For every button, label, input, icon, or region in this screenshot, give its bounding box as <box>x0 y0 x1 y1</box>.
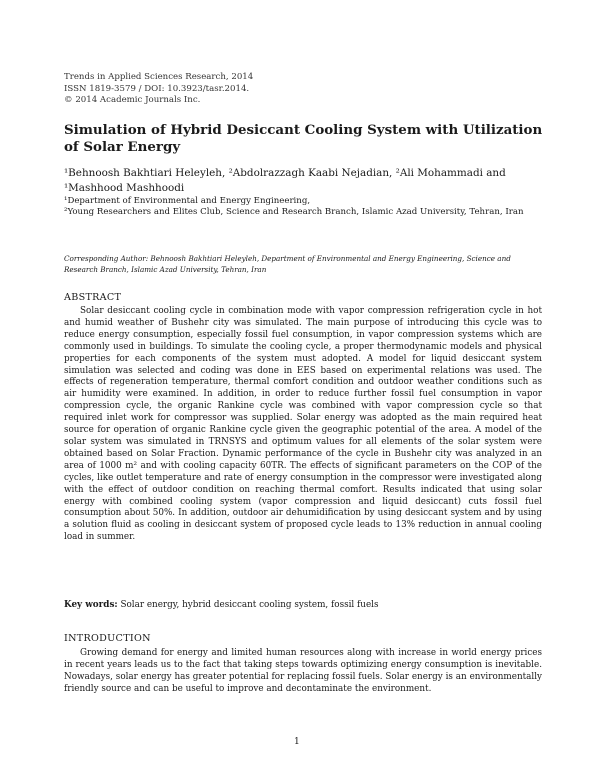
journal-copyright: © 2014 Academic Journals Inc. <box>64 95 201 106</box>
journal-header <box>64 72 253 107</box>
journal-issn-doi: ISSN 1819-3579 / DOI: 10.3923/tasr.2014. <box>64 83 250 94</box>
page-number: 1 <box>294 737 300 747</box>
corresponding-author: Corresponding Author: Behnoosh Bakhtiari Heleyleh, Department of Environmental and Energy Engineering, Science and Research Branch, Islamic Azad University, Tehran, Iran <box>64 254 511 274</box>
abstract-heading: ABSTRACT <box>64 292 122 303</box>
paper-title: Simulation of Hybrid Desiccant Cooling System with Utilization of Solar Energy <box>64 122 543 155</box>
affiliation-2: ²Young Researchers and Elites Club, Science and Research Branch, Islamic Azad University, Tehran, Iran <box>64 207 524 217</box>
affiliations <box>64 196 542 218</box>
keywords-text: Solar energy, hybrid desiccant cooling system, fossil fuels <box>120 600 379 610</box>
author-list: ¹Behnoosh Bakhtiari Heleyleh, ²Abdolrazzagh Kaabi Nejadian, ²Ali Mohammadi and ¹Mashhood Mashhoodi <box>64 167 506 194</box>
keywords <box>64 600 542 612</box>
affiliation-1: ¹Department of Environmental and Energy Engineering, <box>64 196 311 206</box>
introduction-heading: INTRODUCTION <box>64 633 151 644</box>
journal-name: Trends in Applied Sciences Research, 2014 <box>64 72 254 82</box>
abstract-text: Solar desiccant cooling cycle in combination mode with vapor compression refrigeration cycle in hot and humid weather of Bushehr city was simulated. The main purpose of introducing this cycle was to reduce energy consumption, especially fossil fuel consumption, in vapor compression systems which are commonly used in buildings. To simulate the cooling cycle, a proper thermodynamic models and physical properties for each components of the system must adopted. A model for liquid desiccant system simulation was selected and coding was done in EES based on experimental relations was used. The effects of regeneration temperature, thermal comfort condition and outdoor weather conditions such as air humidity were examined. In addition, in order to reduce further fossil fuel consumption in vapor compression cycle, the organic Rankine cycle was combined with vapor compression cycle so that required inlet work for compressor was supplied. Solar energy was adopted as the main required heat source for operation of organic Rankine cycle given the geographic potential of the area. A model of the solar system was simulated in TRNSYS and optimum values for all elements of the solar system were obtained based on Solar Fraction. Dynamic performance of the cycle in Bushehr city was analyzed in an area of 1000 m² and with cooling capacity 60TR. The effects of significant parameters on the COP of the cycles, like outlet temperature and rate of energy consumption in the compressor were investigated along with the effect of outdoor condition on reaching thermal comfort. Results indicated that using solar energy with combined cooling system (vapor compression and liquid desiccant) cuts fossil fuel consumption about 50%. In addition, outdoor air dehumidification by using desiccant system and by using a solution fluid as cooling in desiccant system of proposed cycle leads to 13% reduction in annual cooling load in summer. <box>64 306 542 543</box>
introduction-text: Growing demand for energy and limited human resources along with increase in world energy prices in recent years leads us to the fact that taking steps towards optimizing energy consumption is inevitable. Nowadays, solar energy has greater potential for replacing fossil fuels. Solar energy is an environmentally friendly source and can be useful to improve and decontaminate the environment. <box>64 648 542 694</box>
keywords-label: Key words: <box>64 600 118 610</box>
